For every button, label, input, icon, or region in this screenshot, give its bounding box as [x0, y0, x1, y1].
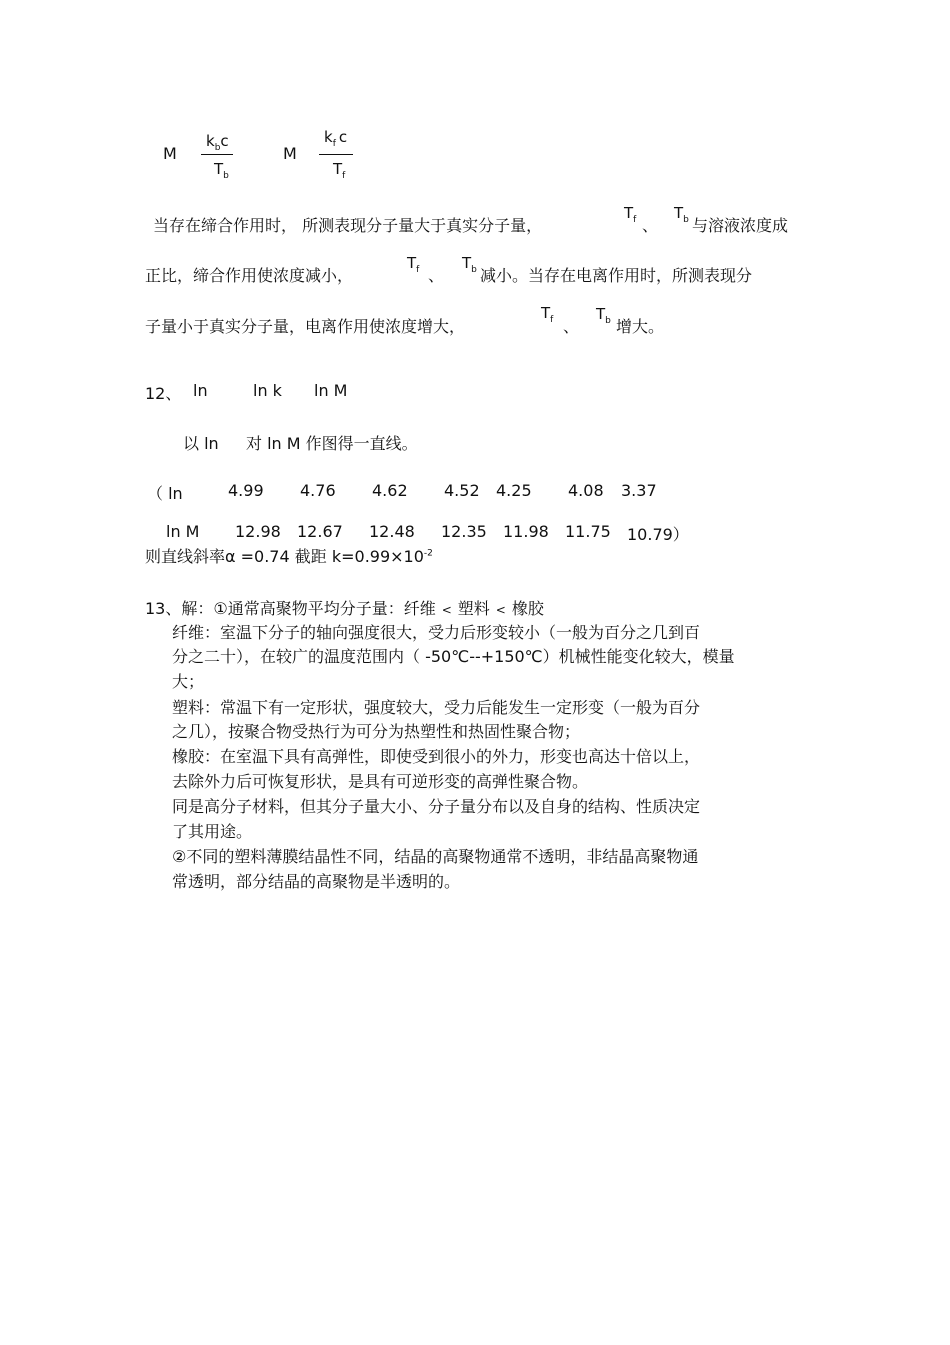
para11-line1-tail: 与溶液浓度成: [692, 216, 789, 235]
q12-row1-value: 4.08: [568, 481, 604, 500]
q12-row2-value: 10.79）: [627, 525, 689, 544]
q13-line: 了其用途。: [172, 822, 253, 841]
q12-row2-value: 12.67: [297, 522, 343, 541]
exponent: -2: [423, 548, 433, 559]
q13-line: 去除外力后可恢复形状，是具有可逆形变的高弹性聚合物。: [172, 772, 589, 791]
para11-line3-tail: 增大。: [616, 317, 665, 336]
tf-symbol: $T_f$: [407, 254, 420, 275]
para11-line3-text: 子量小于真实分子量，电离作用使浓度增大，: [145, 317, 466, 336]
q13-line: 常透明，部分结晶的高聚物是半透明的。: [172, 872, 461, 891]
separator: 、: [642, 216, 659, 235]
q12-row1-value: 4.52: [444, 481, 480, 500]
k-symbol: k: [206, 132, 215, 150]
para11-line2-tail: 减小。当存在电离作用时，所测表现分: [480, 266, 753, 285]
q13-line: 大；: [172, 672, 205, 691]
fraction-2-bar: [319, 154, 353, 155]
c-symbol: c: [338, 128, 348, 146]
q12-row2-value: 11.98: [503, 522, 549, 541]
q12-row2-value: 11.75: [565, 522, 611, 541]
q12-row1-value: 4.99: [228, 481, 264, 500]
subscript: f: [332, 139, 336, 149]
q12-row2-value: 12.48: [369, 522, 415, 541]
q12-row2-label: ln M: [166, 522, 200, 541]
k-symbol: k: [324, 128, 333, 146]
q13-line: ②不同的塑料薄膜结晶性不同，结晶的高聚物通常不透明，非结晶高聚物通: [172, 847, 699, 866]
para11-line2-text: 正比，缔合作用使浓度减小，: [145, 266, 354, 285]
q13-line: 橡胶：在室温下具有高弹性，即使受到很小的外力，形变也高达十倍以上，: [172, 747, 701, 766]
separator: 、: [563, 317, 580, 336]
fraction-1-numerator: [206, 132, 229, 153]
q12-ln: ln: [193, 381, 208, 400]
separator: 、: [428, 266, 445, 285]
t-symbol: T: [214, 160, 224, 178]
subscript: b: [223, 171, 229, 181]
fraction-2-numerator: [324, 128, 348, 149]
q13-line: 纤维：室温下分子的轴向强度很大，受力后形变较小（一般为百分之几到百: [172, 623, 701, 642]
q12-lnk: ln k: [253, 381, 282, 400]
tb-symbol: $T_b$: [674, 204, 689, 225]
q13-heading: 13、解：①通常高聚物平均分子量：纤维 < 塑料 < 橡胶: [145, 599, 544, 618]
formula-m-2: M: [283, 144, 297, 163]
tf-symbol: $T_f$: [624, 204, 637, 225]
tf-symbol: $T_f$: [541, 304, 554, 325]
q12-result: 则直线斜率α =0.74 截距 $k=0.99\times 10^{-2}$: [145, 547, 433, 566]
q12-row1-value: 3.37: [621, 481, 657, 500]
q12-lnm: ln M: [314, 381, 348, 400]
q12-row1-value: 4.25: [496, 481, 532, 500]
fraction-1-bar: [201, 154, 233, 155]
fraction-1-denominator: [214, 160, 229, 181]
subscript: b: [214, 143, 221, 153]
c-symbol: c: [220, 132, 229, 150]
subscript: f: [342, 171, 346, 181]
q12-row2-value: 12.98: [235, 522, 281, 541]
q13-line: 同是高分子材料，但其分子量大小、分子量分布以及自身的结构、性质决定: [172, 797, 701, 816]
q13-line: 之几），按聚合物受热行为可分为热塑性和热固性聚合物；: [172, 722, 581, 741]
formula-m-1: M: [163, 144, 177, 163]
q12-line2-a: 以 ln: [183, 434, 219, 453]
q13-line: 塑料：常温下有一定形状，强度较大，受力后能发生一定形变（一般为百分: [172, 698, 701, 717]
q12-row1-value: 4.62: [372, 481, 408, 500]
q13-line: 分之二十），在较广的温度范围内（ -50℃--+150℃）机械性能变化较大，模量: [172, 647, 735, 666]
tb-symbol: $T_b$: [596, 305, 611, 326]
q12-row2-value: 12.35: [441, 522, 487, 541]
q12-row1-label: （ ln: [147, 484, 183, 503]
para11-line1-text: 当存在缔合作用时， 所测表现分子量大于真实分子量，: [153, 216, 543, 235]
tb-symbol: $T_b$: [462, 254, 477, 275]
q12-line2-b: 对 ln M 作图得一直线。: [246, 434, 418, 453]
q12-row1-value: 4.76: [300, 481, 336, 500]
fraction-2-denominator: [333, 160, 346, 181]
t-symbol: T: [333, 160, 343, 178]
q12-number: 12、: [145, 384, 182, 403]
